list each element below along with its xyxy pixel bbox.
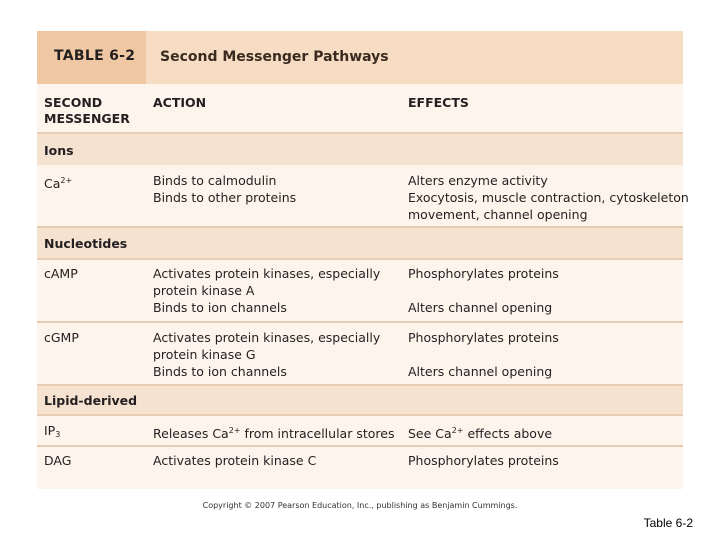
messenger-dag: DAG <box>44 453 72 468</box>
section-label: Lipid-derived <box>44 393 138 408</box>
header-effects: EFFECTS <box>408 95 469 110</box>
effect-cell: See $Ca^{2+}$ effects above <box>408 426 553 441</box>
row-rule <box>37 321 683 323</box>
row-rule <box>37 258 683 260</box>
action-cell: Activates protein kinases, especially protein kinase G Binds to ion channels <box>153 330 381 379</box>
section-ions <box>37 134 683 165</box>
table-title: Second Messenger Pathways <box>160 49 389 65</box>
messenger-ca: $Ca^{2+}$ <box>44 176 73 191</box>
row-rule <box>37 445 683 447</box>
section-nucleotides <box>37 228 683 258</box>
second-messenger-table <box>37 31 689 489</box>
table-number-tag <box>37 31 146 84</box>
copyright-notice: Copyright © 2007 Pearson Education, Inc., publishing as Benjamin Cummings. <box>202 501 518 510</box>
section-label: Ions <box>44 143 74 158</box>
effect-cell: Phosphorylates proteins Alters channel opening <box>408 330 559 379</box>
messenger-camp: cAMP <box>44 266 78 281</box>
effect-cell: Alters enzyme activity Exocytosis, muscle contraction, cytoskeleton movement, channel opening <box>408 173 689 222</box>
header-second-messenger: SECOND MESSENGER <box>44 95 130 126</box>
section-label: Nucleotides <box>44 236 128 251</box>
row-rule <box>37 414 683 416</box>
messenger-ip3: $IP_3$ <box>44 423 61 439</box>
action-cell: Activates protein kinase C <box>153 453 317 468</box>
messenger-cgmp: cGMP <box>44 330 79 345</box>
effect-cell: Phosphorylates proteins Alters channel opening <box>408 266 559 315</box>
action-cell: Binds to calmodulin Binds to other proteins <box>153 173 297 205</box>
action-cell: Releases $Ca^{2+}$ from intracellular stores <box>153 426 395 441</box>
action-cell: Activates protein kinases, especially protein kinase A Binds to ion channels <box>153 266 381 315</box>
table-number: TABLE 6-2 <box>54 48 136 64</box>
effect-cell: Phosphorylates proteins <box>408 453 559 468</box>
header-action: ACTION <box>153 95 207 110</box>
slide-caption: Table 6-2 <box>643 516 693 530</box>
section-lipid-derived <box>37 386 683 414</box>
table-title-bar <box>37 31 683 84</box>
